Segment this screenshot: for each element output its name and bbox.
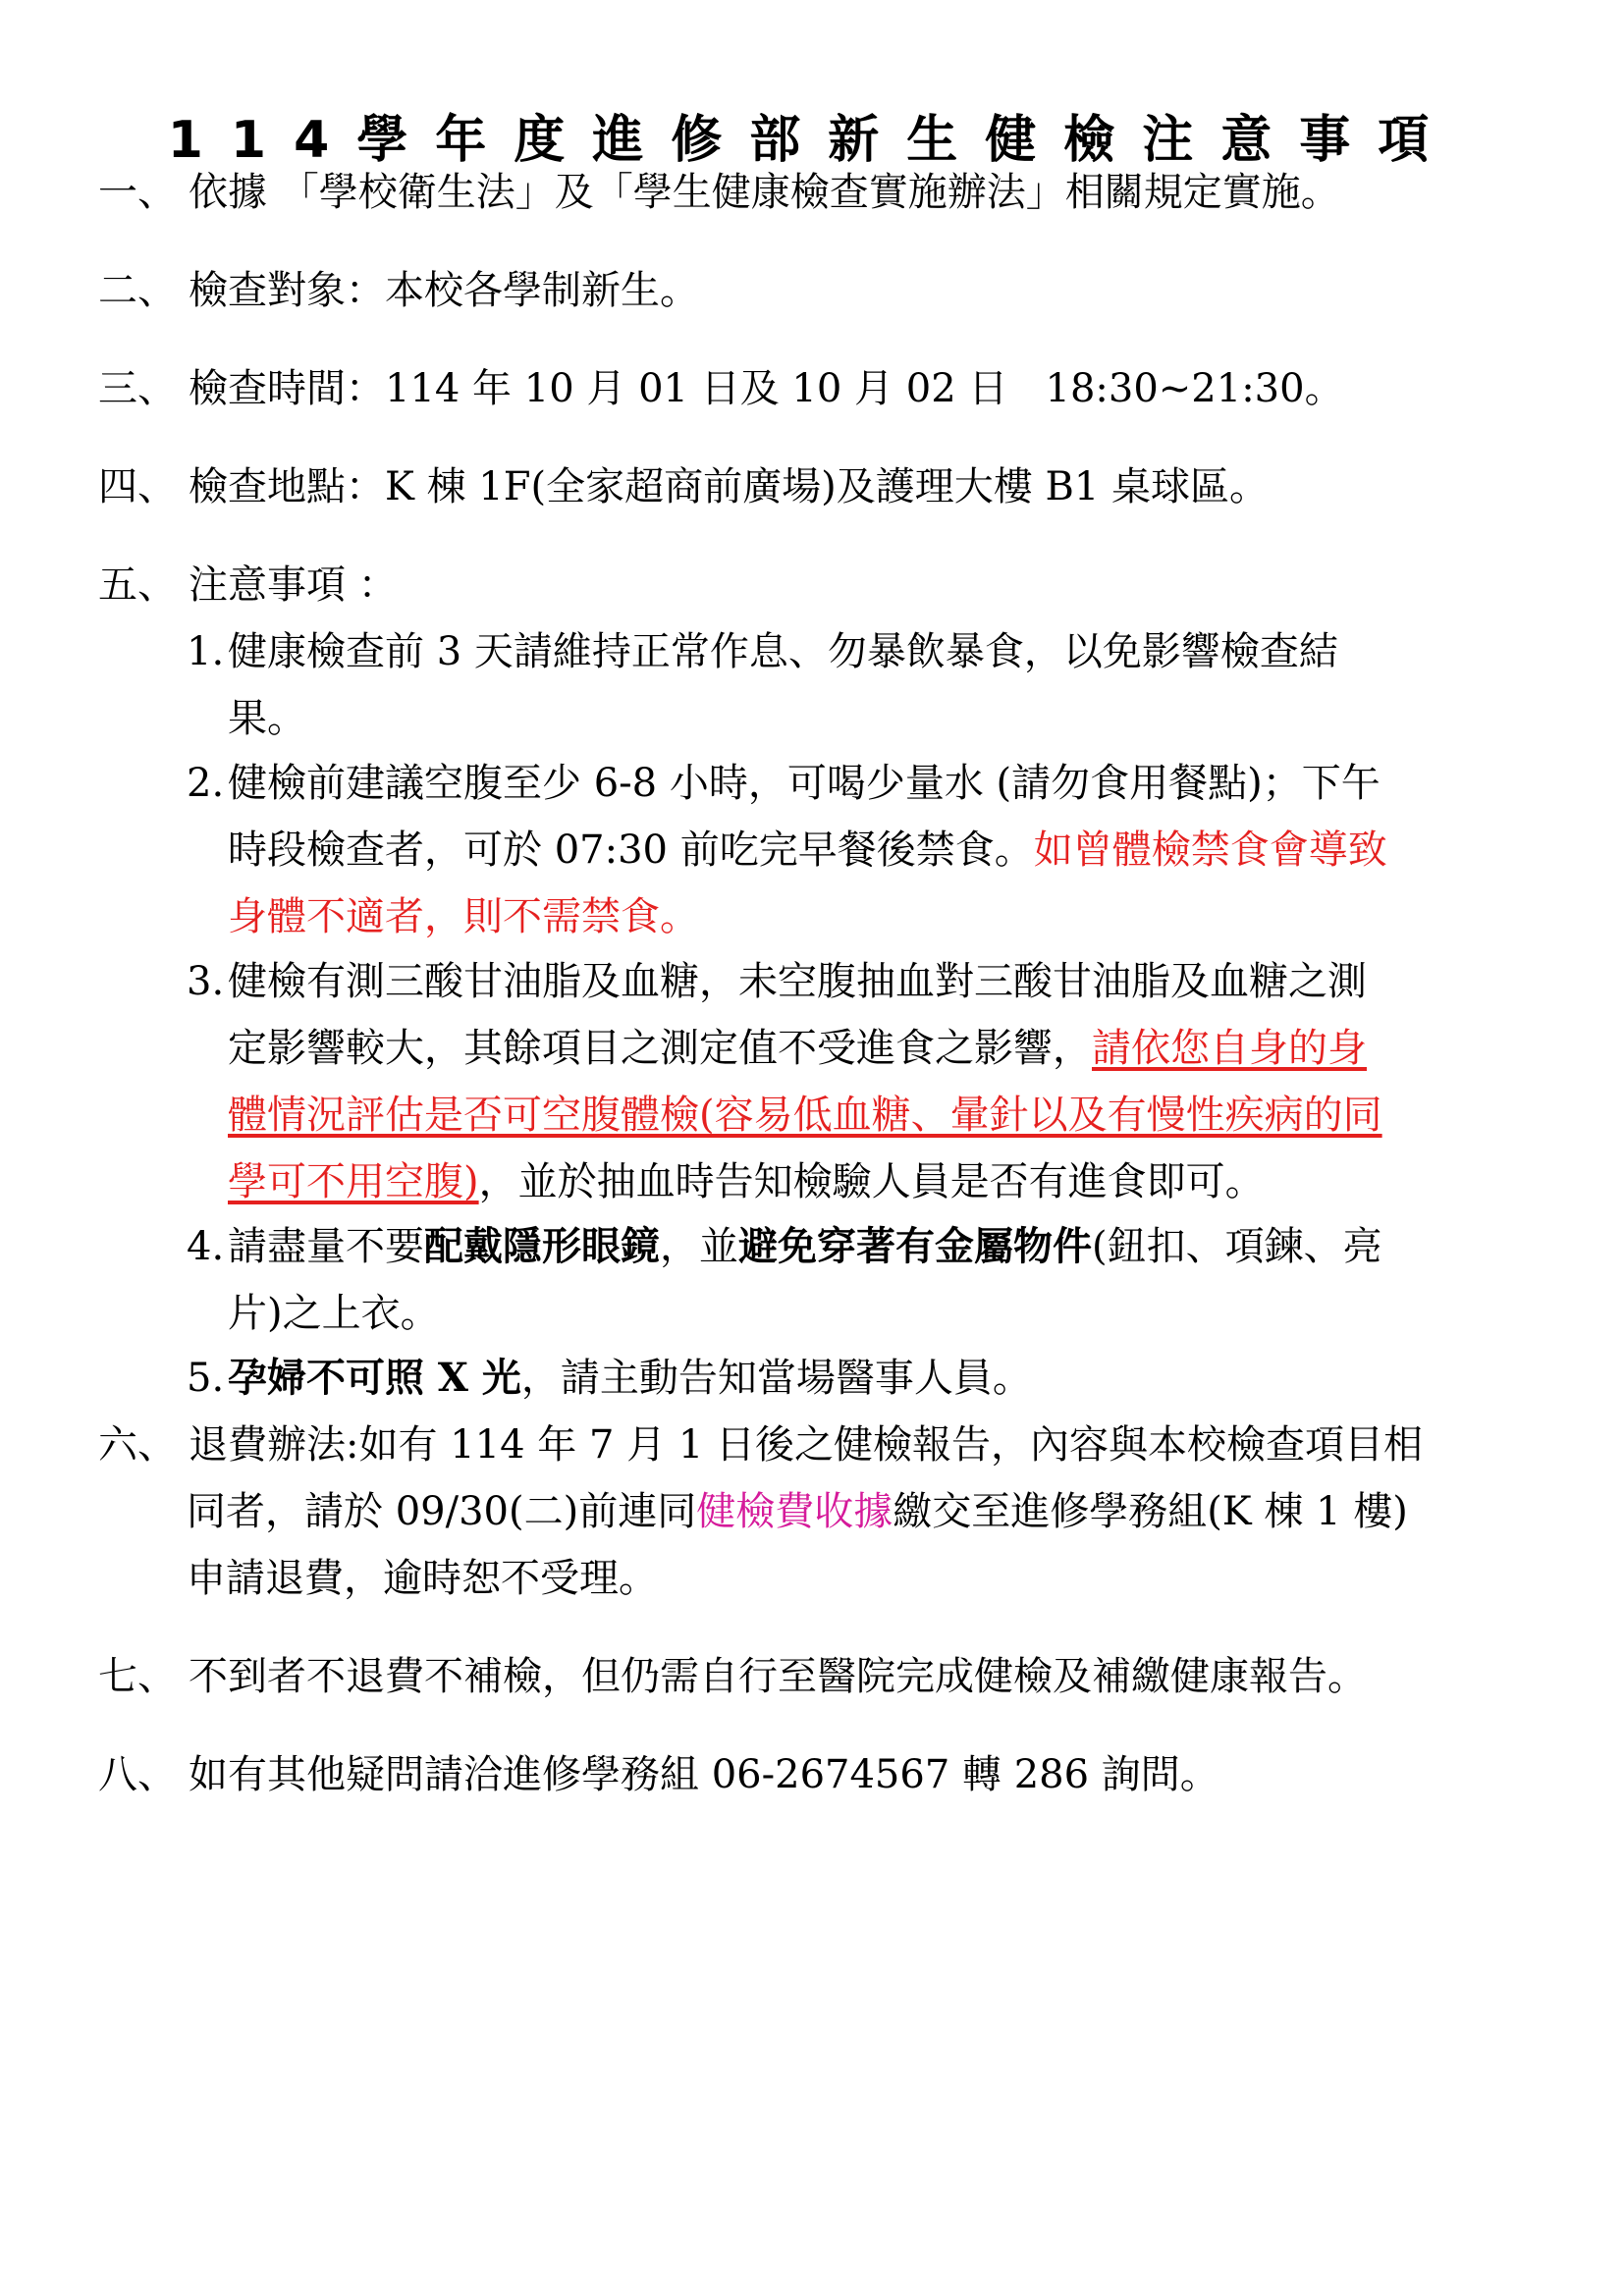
note-3: 3.健檢有測三酸甘油脂及血糖，未空腹抽血對三酸甘油脂及血糖之測 定影響較大，其餘項目之測定值不受進食之影響，請依您自身的身 體情況評估是否可空腹體檢(容易低血糖、暈針以及有慢性疾病的同 學可不用空腹)，並於抽血時告知檢驗人員是否有進食即可。 <box>187 959 1382 1204</box>
item-contact: 八、 如有其他疑問請洽進修學務組 06-2674567 轉 286 詢問。 <box>98 1752 1219 1797</box>
item-location: 四、 檢查地點：K 棟 1F(全家超商前廣場)及護理大樓 B1 桌球區。 <box>98 464 1269 509</box>
item-no-show: 七、 不到者不退費不補檢，但仍需自行至醫院完成健檢及補繳健康報告。 <box>98 1654 1367 1699</box>
note-2: 2.健檢前建議空腹至少 6-8 小時，可喝少量水 (請勿食用餐點)；下午 時段檢查者，可於 07:30 前吃完早餐後禁食。如曾體檢禁食會導致 身體不適者，則不需禁食。 <box>187 761 1387 939</box>
note-1: 1.健康檢查前 3 天請維持正常作息、勿暴飲暴食，以免影響檢查結 果。 <box>187 629 1338 741</box>
item-notes-heading: 五、 注意事項 ： <box>98 562 398 608</box>
item-target: 二、 檢查對象：本校各學制新生。 <box>98 268 699 313</box>
page-title: 114學年度進修部新生健檢注意事項 <box>167 111 1457 170</box>
note-5: 5.孕婦不可照 X 光，請主動告知當場醫事人員。 <box>187 1355 1032 1401</box>
note-4: 4.請盡量不要配戴隱形眼鏡，並避免穿著有金屬物件(鈕扣、項鍊、亮 片)之上衣。 <box>187 1223 1382 1336</box>
item-time: 三、 檢查時間：114 年 10 月 01 日及 10 月 02 日 18:30~21:30。 <box>98 366 1344 411</box>
item-refund: 六、 退費辦法:如有 114 年 7 月 1 日後之健檢報告，內容與本校檢查項目相 <box>98 1422 1424 1468</box>
item-refund-cont: 同者，請於 09/30(二)前連同健檢費收據繳交至進修學務組(K 棟 1 樓) 申請退費，逾時恕不受理。 <box>187 1489 1408 1601</box>
item-basis: 一、 依據 「學校衛生法」及「學生健康檢查實施辦法」相關規定實施。 <box>98 170 1340 215</box>
